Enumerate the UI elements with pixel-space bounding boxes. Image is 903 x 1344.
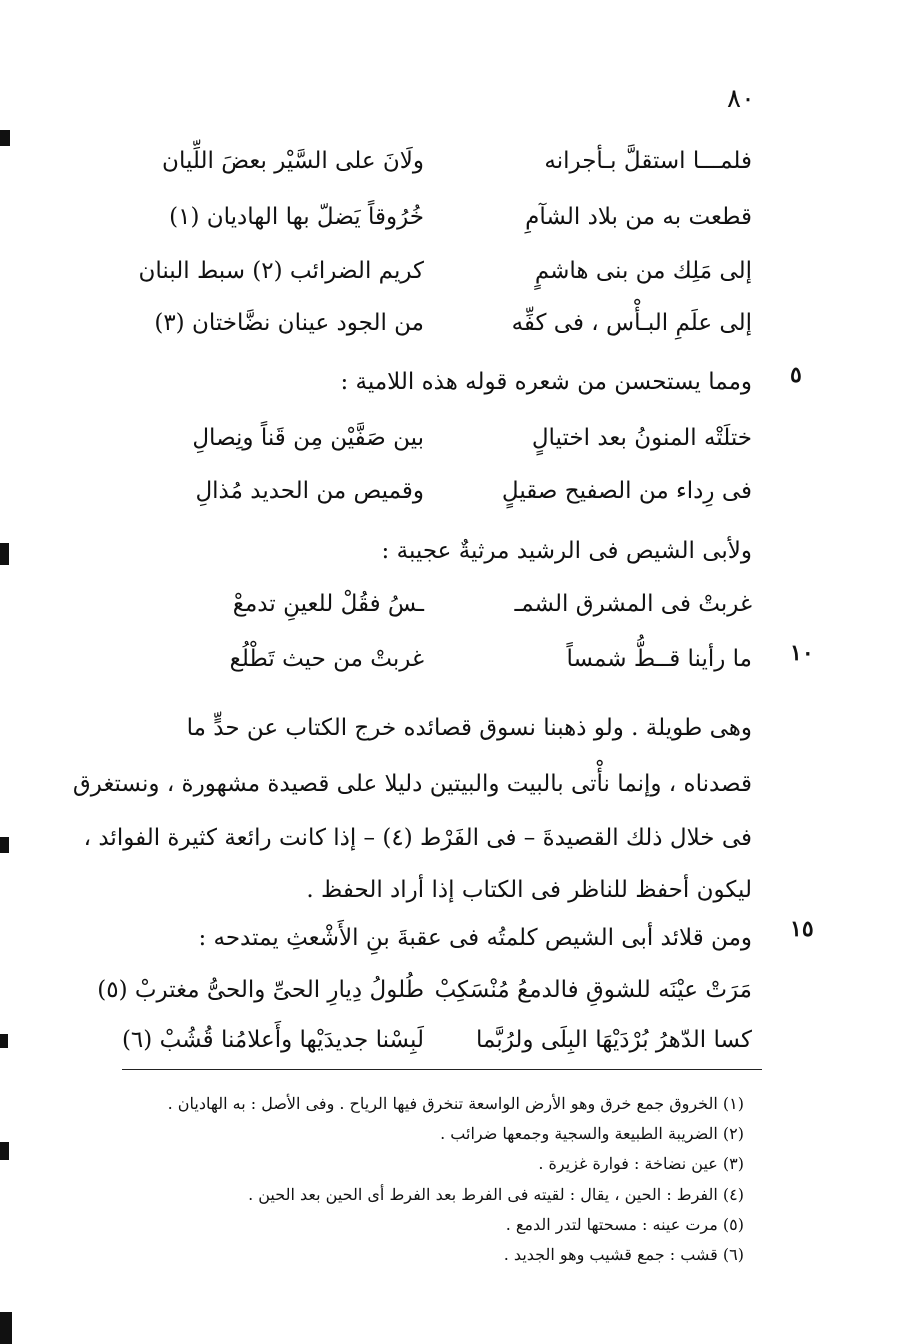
verse-first-hemistich: فى رِداء من الصفيح صقيلٍ — [501, 478, 752, 504]
prose-line: ليكون أحفظ للناظر فى الكتاب إذا أراد الحفظ . — [306, 877, 752, 903]
verse-first-hemistich: إلى مَلِك من بنى هاشمٍ — [534, 258, 752, 284]
verse-line — [112, 641, 752, 677]
verse-first-hemistich: قطعت به من بلاد الشآمِ — [525, 204, 752, 230]
verse-first-hemistich: ختلَتْه المنونُ بعد اختيالٍ — [531, 425, 752, 451]
prose-line: وهى طويلة . ولو ذهبنا نسوق قصائده خرج الكتاب عن حدٍّ ما — [186, 715, 752, 741]
footnote: (٤) الفرط : الحين ، يقال : لقيته فى الفرط بعد الفرط أى الحين بعد الحين . — [248, 1185, 744, 1204]
intro-line: ومما يستحسن من شعره قوله هذه اللامية : — [340, 369, 752, 395]
footnote: (٦) قشب : جمع قشيب وهو الجديد . — [503, 1245, 744, 1264]
verse-first-hemistich: كسا الدّهرُ بُرْدَيْهَا البِلَى ولرُبَّما — [476, 1027, 752, 1053]
footnote: (٢) الضريبة الطبيعة والسجية وجمعها ضرائب . — [440, 1124, 744, 1143]
verse-second-hemistich: بين صَفَّيْن مِن قَناً ونِصالِ — [192, 425, 424, 451]
line-number-marker: ١٠ — [790, 640, 814, 666]
verse-first-hemistich: مَرَتْ عيْنَه للشوقِ فالدمعُ مُنْسَكِبْ — [434, 977, 752, 1003]
line-number-marker: ٥ — [790, 362, 802, 388]
verse-first-hemistich: إلى علَمِ البـأْس ، فى كفِّه — [511, 310, 752, 336]
verse-line — [112, 1022, 752, 1058]
verse-line — [112, 473, 752, 509]
footnote-divider — [122, 1069, 762, 1070]
page-number: ٨٠ — [727, 84, 755, 114]
scan-edge-mark — [0, 130, 10, 146]
scan-edge-mark — [0, 837, 9, 853]
verse-second-hemistich: ولَانَ على السَّيْر بعضَ اللِّيان — [162, 148, 424, 174]
verse-second-hemistich: غربتْ من حيث تَطْلُع — [229, 646, 424, 672]
prose-line: فى خلال ذلك القصيدةَ – فى الفَرْط (٤) – إذا كانت رائعة كثيرة الفوائد ، — [83, 825, 752, 851]
verse-second-hemistich: طُلولُ دِيارِ الحىِّ والحىُّ مغتربْ (٥) — [97, 977, 424, 1003]
verse-first-hemistich: ما رأينا قــطُّ شمساً — [566, 646, 752, 672]
verse-line — [112, 199, 752, 235]
verse-first-hemistich: فلمـــا استقلَّ بـأجرانه — [544, 148, 752, 174]
verse-line — [112, 586, 752, 622]
footnote: (١) الخروق جمع خرق وهو الأرض الواسعة تنخرق فيها الرياح . وفى الأصل : به الهاديان . — [167, 1094, 744, 1113]
line-number-marker: ١٥ — [790, 916, 814, 942]
verse-second-hemistich: من الجود عينان نضَّاختان (٣) — [154, 310, 424, 336]
footnote: (٣) عين نضاخة : فوارة غزيرة . — [538, 1154, 744, 1173]
intro-line: ومن قلائد أبى الشيص كلمتُه فى عقبةَ بنِ الأَشْعثِ يمتدحه : — [198, 925, 752, 951]
verse-line — [112, 253, 752, 289]
scan-edge-mark — [0, 543, 9, 565]
footnote: (٥) مرت عينه : مسحتها لتدر الدمع . — [505, 1215, 744, 1234]
scan-edge-mark — [0, 1142, 9, 1160]
verse-second-hemistich: ـسُ فقُلْ للعينِ تدمعْ — [232, 591, 424, 617]
verse-second-hemistich: وقميص من الحديد مُذالِ — [195, 478, 424, 504]
verse-second-hemistich: لَبِسْنا جديدَيْها وأَعلامُنا قُشُبْ (٦) — [121, 1027, 424, 1053]
verse-line — [112, 143, 752, 179]
verse-second-hemistich: خُرُوقاً يَضلّ بها الهاديان (١) — [169, 204, 424, 230]
scan-edge-mark — [0, 1312, 12, 1344]
verse-line — [112, 420, 752, 456]
verse-second-hemistich: كريم الضرائب (٢) سبط البنان — [138, 258, 424, 284]
verse-line — [112, 305, 752, 341]
verse-first-hemistich: غربتْ فى المشرق الشمـ — [514, 591, 752, 617]
prose-line: قصدناه ، وإنما نأْتى بالبيت والبيتين دليلا على قصيدة مشهورة ، ونستغرق — [72, 771, 752, 797]
verse-line — [97, 972, 752, 1008]
intro-line: ولأبى الشيص فى الرشيد مرثيةٌ عجيبة : — [381, 538, 752, 564]
scan-edge-mark — [0, 1034, 8, 1048]
